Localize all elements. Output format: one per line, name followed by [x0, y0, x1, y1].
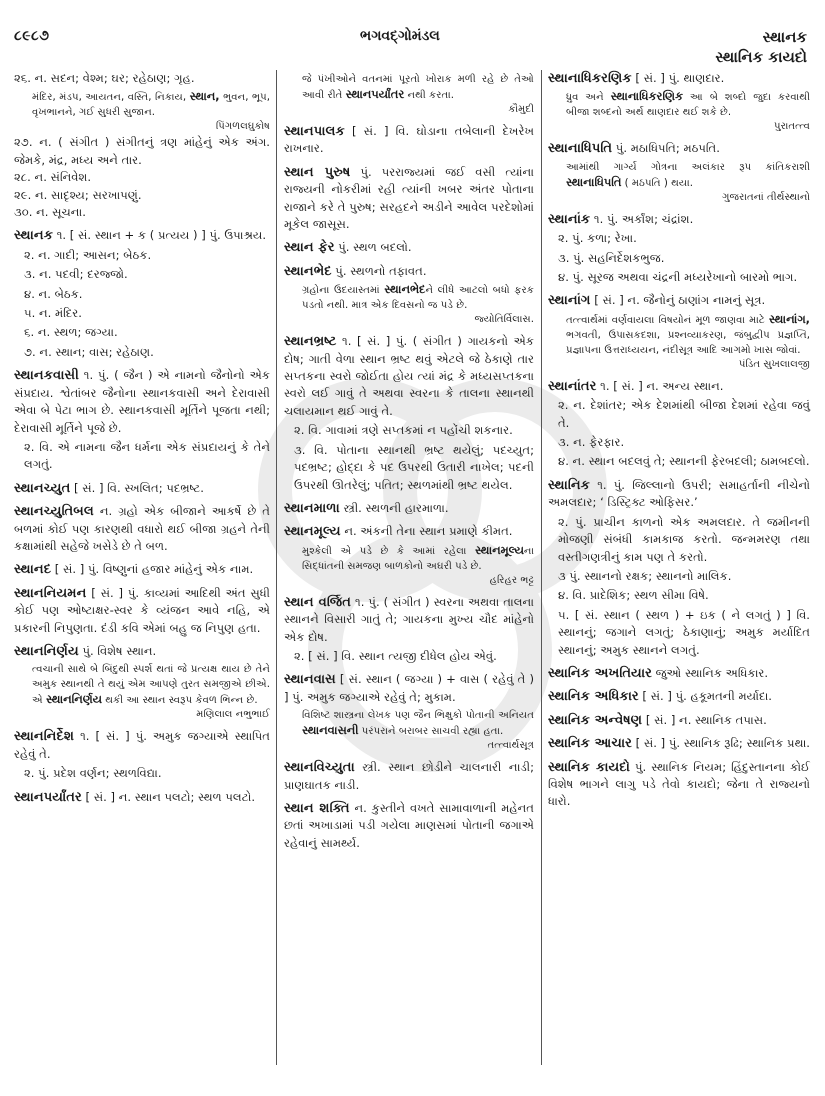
sense: ૩. ન. ફેરફાર. [558, 435, 625, 450]
entry-continuation [284, 72, 534, 117]
citation-source: જ્યોતિર્વિલાસ. [474, 314, 534, 326]
sense: ૩. વિ. પોતાના સ્થાનથી ભ્રષ્ટ થયેલું; પદચ્યુત; પદભ્રષ્ટ; હોદ્દા કે પદ ઉપરથી ઉતારી નાખેલ; પદની ઉપરથી ઊતરેલું; પતિત; સ્થળમાંથી ભ્રષ્ટ થયેલ. [294, 442, 534, 492]
sense: ૪. ન. સ્થાન બદલવું તે; સ્થાનની ફેરબદલી; ઠામબદલો. [558, 454, 810, 469]
entry-sthanvarjit: સ્થાન વર્જિત ૧. પું. ( સંગીત ) સ્વરના અથવા તાલના સ્થાનને વિસારી ગાતું તે; ગાયકના મુખ્ય ચૌદ માંહેનો એક દોષ. ૨. [ સં. ] વિ. સ્થાન ત્યજી દીધેલ હોય એવું. [284, 594, 534, 666]
headword: સ્થાનભ્રષ્ટ [284, 334, 337, 350]
sense: ૨. પું. પ્રદેશ વર્ણન; સ્થળવિદ્યા. [24, 766, 162, 781]
entry-sthanvichyuta: સ્થાનવિચ્યુતા સ્ત્રી. સ્થાન છોડીને ચાલનારી નાડી; પ્રાણઘાતક નાડી. [284, 760, 534, 792]
headword: સ્થાન શક્તિ [284, 800, 350, 816]
page-header [0, 0, 825, 66]
citation-source: તત્ત્વાર્થસૂત્ર [487, 740, 534, 752]
entry-sthanik-achar: સ્થાનિક આચાર [ સં. ] પું. સ્થાનિક રૂઢિ; સ્થાનિક પ્રથા. [548, 736, 810, 752]
sense: ૬. ન. સ્થળ; જગ્યા. [24, 325, 118, 340]
entry-sthanadhipati: સ્થાનાધિપતિ પું. મઠાધિપતિ; મઠપતિ. આમાંથી ગાર્ગ્ય ગોત્રના અલંકાર રૂપ કાંતિકરાશી સ્થાનાધિપતિ ( મઠપતિ ) થયા. ગુજરાતનાં તીર્થસ્થાનો [548, 141, 810, 203]
headword: સ્થાનક [14, 228, 54, 244]
sense: ૨૭. ન. ( સંગીત ) સંગીતનું ત્રણ માંહેનું એક અંગ. જેમકે, મંદ્ર, મધ્ય અને તાર. [14, 135, 270, 167]
headword: સ્થાનવિચ્યુતા [284, 760, 355, 776]
citation: મંદિર, મંડપ, આયતન, વસ્તિ, નિકાય, સ્થાન, ભુવન, ભૂપ, વૃખભાનને, ગઈ સુધરી સુજાન. [32, 89, 270, 119]
citation-source: હરિહર ભટ્ટ [489, 574, 534, 586]
citation-source: પંડિત સુખલાલજી [738, 358, 810, 370]
sense: ૨. ન. દેશાંતર; એક દેશમાંથી બીજા દેશમાં રહેવા જવું તે. [558, 398, 810, 430]
sense: ૫. [ સં. સ્થાન ( સ્થળ ) + ઇક ( ને લગતું ) ] વિ. સ્થાનનું; જગાને લગતું; ઠેકાણાનું; અમુક મર્યાદિત સ્થાનનું; અમુક સ્થાનને લગતું. [558, 607, 810, 657]
entry-sthanadhikaranik: સ્થાનાધિકરણિક [ સં. ] પું. થાણદાર. ધ્રુવ અને સ્થાનાધિકરણિક આ બે શબ્દો જુદા કરવાથી બીજા શબ્દનો અર્થ થાણદાર થઈ શકે છે. પુરાતત્ત્વ [548, 71, 810, 133]
column-divider [541, 70, 542, 1065]
entry-sthanank: સ્થાનાંક ૧. પું. અર્કાંશ; ચંદ્રાંશ. ૨. પું. કળા; રેખા. ૩. પું. સહનિર્દેશકભુજ. ૪. પું. સૂરજ અથવા ચંદ્રની મધ્યરેખાનો બારમો ભાગ. [548, 211, 810, 287]
citation: આમાંથી ગાર્ગ્ય ગોત્રના અલંકાર રૂપ કાંતિકરાશી સ્થાનાધિપતિ ( મઠપતિ ) થયા. [566, 161, 810, 189]
headword: સ્થાનદ [14, 562, 52, 578]
entry-sthanbhrasht: સ્થાનભ્રષ્ટ ૧. [ સં. ] પું. ( સંગીત ) ગાયકનો એક દોષ; ગાતી વેળા સ્થાન ભ્રષ્ટ થવું એટલે જે ઠેકાણે તાર સપ્તકના સ્વરો જોઈતા હોય ત્યાં મંદ્ર કે મધ્યસપ્તકના સ્વરો લઈ ગાવું તે અથવા સ્વરના કે તાલના સ્થાનથી ચલાયમાન થઈ ગાવું તે. ૨. વિ. ગાવામાં ત્રણે સપ્તકમાં ન પહોંચી શકનાર. ૩. વિ. પોતાના સ્થાનથી ભ્રષ્ટ થયેલું; પદચ્યુત; પદભ્રષ્ટ; હોદ્દા કે પદ ઉપરથી ઉતારી નાખેલ; પદની ઉપરથી ઊતરેલું; પતિત; સ્થળમાંથી ભ્રષ્ટ થયેલ. [284, 333, 534, 494]
citation: જે પંખીઓને વતનમાં પૂરતો ખોરાક મળી રહે છે તેઓ આવી રીતે સ્થાનપર્યાંતર નથી કરતા. [302, 74, 534, 101]
headword: સ્થાનભેદ [284, 263, 332, 279]
guide-word-last: સ્થાનિક કાયદો [715, 48, 807, 66]
sense: ૪. ન. બેઠક. [24, 286, 83, 301]
headword: સ્થાનપર્યાંતર [14, 789, 82, 805]
headword: સ્થાનચ્યુતિબલ [14, 504, 94, 520]
headword: સ્થાનાધિપતિ [548, 141, 613, 157]
sense: ૨. ન. ગાદી; આસન; બેઠક. [24, 247, 152, 262]
headword: સ્થાનચ્યુત [14, 480, 71, 496]
entry-sthanpurush: સ્થાન પુરુષ પું. પરરાજ્યમાં જઈ વસી ત્યાંના રાજ્યની નોકરીમાં રહી ત્યાંની ખબર અંતર પોતાના રાજાને કરે તે પુરુષ; સરહદને અડીને આવેલ પરદેશોમાં મૂકેલ જાસૂસ. [284, 164, 535, 232]
entry-sthanik-kayado: સ્થાનિક કાયદો પું. સ્થાનિક નિયમ; હિંદુસ્તાનના કોઈ વિશેષ ભાગને લાગુ પડે તેવો કાયદો; જેના તે રાજ્યનો ધારો. [548, 759, 810, 809]
sense: ૩. ન. પદવી; દરજ્જો. [24, 267, 128, 282]
headword: સ્થાનનિયમન [14, 585, 87, 601]
headword: સ્થાનનિર્ણય [14, 643, 79, 659]
citation-source: પિંગળલઘુકોષ [215, 121, 270, 133]
sense: ૫. ન. મંદિર. [24, 306, 82, 321]
entry-sthanchyut: સ્થાનચ્યુત [ સં. ] વિ. સ્ખલિત; પદભ્રષ્ટ. [14, 480, 204, 496]
sense: ૩. પું. સહનિર્દેશકભુજ. [558, 250, 665, 265]
entry-continuation [14, 70, 270, 221]
headword: સ્થાન પુરુષ [284, 164, 351, 180]
headword: સ્થાનાંતર [548, 378, 597, 394]
entry-sthannirdesh: સ્થાનનિર્દેશ ૧. [ સં. ] પું. અમુક જગ્યાએ સ્થાપિત રહેવું તે. ૨. પું. પ્રદેશ વર્ણન; સ્થળવિદ્યા. [14, 728, 270, 782]
headword: સ્થાનિક અધિકાર [548, 689, 639, 705]
sense: ૨૬. ન. સદન; વેશ્મ; ઘર; રહેઠાણ; ગૃહ. [14, 71, 195, 85]
entry-sthanmulya: સ્થાનમૂલ્ય ન. અંકની તેના સ્થાન પ્રમાણે કીમત. મુશ્કેલી એ પડે છે કે આમાં રહેલા સ્થાનમૂલ્યના સિદ્ધાંતની સમજણ બાળકોનો અઘરી પડે છે. હરિહર ભટ્ટ [284, 524, 534, 586]
headword: સ્થાનમાળા [284, 500, 340, 516]
sense: ૪. વિ. પ્રાદેશિક; સ્થળ સીમા વિષે. [558, 588, 709, 603]
sense: ૨. વિ. ગાવામાં ત્રણે સપ્તકમાં ન પહોંચી શકનાર. [294, 423, 513, 438]
headword: સ્થાન ફેર [284, 240, 335, 256]
headword: સ્થાનનિર્દેશ [14, 729, 75, 745]
entry-sthanniyaman: સ્થાનનિયમન [ સં. ] પું. કાવ્યમાં આદિથી અંત સુધી કોઈ પણ ઓષ્ટાક્ષર-સ્વર કે વ્યંજન આવે નહિ, એ પ્રકારની નિપુણતા. દંડી કવિ એમાં બહુ જ નિપુણ હતા. [14, 585, 270, 635]
headword: સ્થાનિક અખતિયાર [548, 665, 652, 681]
entry-sthanantar: સ્થાનાંતર ૧. [ સં. ] ન. અન્ય સ્થાન. ૨. ન. દેશાંતર; એક દેશમાંથી બીજા દેશમાં રહેવા જવું તે. ૩. ન. ફેરફાર. ૪. ન. સ્થાન બદલવું તે; સ્થાનની ફેરબદલી; ઠામબદલો. [548, 378, 810, 471]
headword: સ્થાનાંગ [548, 293, 591, 309]
entry-sthanbhed: સ્થાનભેદ પું. સ્થળનો તફાવત. ગ્રહોના ઉદયાસ્તમાં સ્થાનભેદને લીધે આટલો બધો ફરક પડતો નથી. માત્ર એક દિવસનો જ પડે છે. જ્યોતિર્વિલાસ. [284, 263, 534, 326]
sense: ૨૮. ન. સંનિવેશ. [14, 170, 92, 185]
entry-sthanchyutibal: સ્થાનચ્યુતિબલ ન. ગ્રહો એક બીજાને આકર્ષે છે તે બળમાં કોઈ પણ કારણથી વધારો થઈ બીજા ગ્રહને તેની કક્ષામાંથી સહેજે ખસેડે છે તે બળ. [14, 504, 270, 553]
headword: સ્થાનિક અન્વેષણ [548, 712, 643, 728]
citation: મુશ્કેલી એ પડે છે કે આમાં રહેલા સ્થાનમૂલ્યના સિદ્ધાંતની સમજણ બાળકોનો અઘરી પડે છે. [302, 542, 534, 572]
entry-sthanak: સ્થાનક ૧. [ સં. સ્થાન + ક ( પ્રત્યય ) ] પું. ઉપાશ્રય. ૨. ન. ગાદી; આસન; બેઠક. ૩. ન. પદવી; દરજ્જો. ૪. ન. બેઠક. ૫. ન. મંદિર. ૬. ન. સ્થળ; જગ્યા. ૭. ન. સ્થાન; વાસ; રહેઠાણ. [14, 227, 270, 361]
headword: સ્થાનિક આચાર [548, 736, 632, 752]
citation: ગ્રહોના ઉદયાસ્તમાં સ્થાનભેદને લીધે આટલો બધો ફરક પડતો નથી. માત્ર એક દિવસનો જ પડે છે. [302, 282, 534, 312]
citation: ત્વચાની સાથે બે બિંદુથી સ્પર્શ થતાં જે પ્રત્યક્ષ થાય છે તેને અમુક સ્થાનથી તે થયું એમ આપણે તુરત સમજીએ છીએ. એ સ્થાનનિર્ણય થકી આ સ્થાન સ્વરૂપ કેવળ ભિન્ન છે. [32, 664, 270, 707]
entry-sthanpalak: સ્થાનપાલક [ સં. ] વિ. ઘોડાના તબેલાની દેખરેખ રાખનાર. [284, 124, 534, 156]
page-number: ૮૯૮૭ [14, 28, 50, 44]
sense: ૭. ન. સ્થાન; વાસ; રહેઠાણ. [24, 344, 154, 359]
citation-source: ગુજરાતનાં તીર્થસ્થાનો [722, 191, 810, 203]
entry-sthanang: સ્થાનાંગ [ સં. ] ન. જૈનોનું ઠાણાંગ નામનું સૂત્ર. તત્ત્વાર્થમાં વર્ણવાયલા વિષયોનં મૂળ જાણવા માટે સ્થાનાંગ, ભગવતી, ઉપાસકદશા, પ્રશ્નવ્યાકરણ, જંબુદ્વીપ પ્રજ્ઞપ્તિ, પ્રજ્ઞાપના ઉત્તરાધ્યયન, નંદીસૂત્ર આદિ આગમો ખાસ જોવાં. પંડિત સુખલાલજી [548, 293, 810, 370]
entry-sthanik-adhikar: સ્થાનિક અધિકાર [ સં. ] પું. હકૂમતની મર્યાદા. [548, 689, 772, 705]
guide-word-first: સ્થાનક [762, 28, 807, 46]
headword: સ્થાનમૂલ્ય [284, 524, 341, 540]
sense: ૩૦. ન. સૂચના. [14, 205, 86, 220]
sense: ૪. પું. સૂરજ અથવા ચંદ્રની મધ્યરેખાનો બારમો ભાગ. [558, 270, 798, 285]
entry-sthanad: સ્થાનદ [ સં. ] પું. વિષ્ણુનાં હજાર માંહેનું એક નામ. [14, 562, 254, 578]
column-right [548, 70, 810, 817]
headword: સ્થાનાધિકરણિક [548, 71, 632, 86]
citation-source: કૌમુદી [508, 104, 534, 115]
entry-sthannirnay: સ્થાનનિર્ણય પું. વિશેષ સ્થાન. ત્વચાની સાથે બે બિંદુથી સ્પર્શ થતાં જે પ્રત્યક્ષ થાય છે તેને અમુક સ્થાનથી તે થયું એમ આપણે તુરત સમજીએ છીએ. એ સ્થાનનિર્ણય થકી આ સ્થાન સ્વરૂપ કેવળ ભિન્ન છે. મણિલાલ નભુભાઈ [14, 643, 270, 721]
entry-sthanparyantar: સ્થાનપર્યાંતર [ સં. ] ન. સ્થાન પલટો; સ્થળ પલટો. [14, 789, 256, 805]
headword: સ્થાનવાસ [284, 672, 336, 688]
headword: સ્થાનિક કાયદો [548, 759, 630, 775]
citation: ધ્રુવ અને સ્થાનાધિકરણિક આ બે શબ્દો જુદા કરવાથી બીજા શબ્દનો અર્થ થાણદાર થઈ શકે છે. [566, 89, 810, 119]
entry-sthanik-akhtiyar [548, 665, 810, 682]
column-middle [284, 70, 534, 858]
sense: ૨. વિ. એ નામના જૈન ધર્મના એક સંપ્રદાયનું કે તેને લગતું. [24, 439, 270, 472]
column-left [14, 70, 270, 812]
sense: ૨. પું. કળા; રેખા. [558, 231, 637, 246]
headword: સ્થાનકવાસી [14, 368, 79, 384]
entry-sthanakvasi: સ્થાનકવાસી ૧. પું. ( જૈન ) એ નામનો જૈનોનો એક સંપ્રદાય. શ્વેતાંબર જૈનોના સ્થાનકવાસી અને દેરાવાસી એવા બે પેટા ભાગ છે. સ્થાનકવાસી મૂર્તિને પૂજતા નથી; દેરાવાસી મૂર્તિને પૂજે છે. ૨. વિ. એ નામના જૈન ધર્મના એક સંપ્રદાયનું કે તેને લગતું. [14, 367, 270, 473]
citation-source: પુરાતત્ત્વ [774, 121, 810, 133]
entry-sthanshakti: સ્થાન શક્તિ ન. કુસ્તીને વખતે સામાવાળાની મહેનત છતાં અખાડામાં પડી ગયેલા માણસમાં પોતાની જગાએ રહેવાનું સામર્થ્ય. [284, 800, 534, 850]
book-title: ભગવદ્ગોમંડલ [360, 28, 440, 44]
citation: વિશિષ્ટ શાસ્ત્રના લેખક પણ જૈન ભિક્ષુકો પોતાની અનિયત સ્થાનવાસની પરંપરાને બરાબર સાચવી રહ્યા હતા. [302, 710, 534, 738]
headword: સ્થાનાંક [548, 211, 591, 227]
entry-sthanmala: સ્થાનમાળા સ્ત્રી. સ્થળની હારમાળા. [284, 500, 449, 516]
cross-reference: જુઓ સ્થાનિક અધિકાર. [651, 665, 769, 680]
sense: ૨૯. ન. સાદૃશ્ય; સરખાપણું. [14, 187, 142, 202]
entry-sthanvas: સ્થાનવાસ [ સં. સ્થાન ( જગ્યા ) + વાસ ( રહેવું તે ) ] પું. અમુક જગ્યાએ રહેવું તે; મુકામ. વિશિષ્ટ શાસ્ત્રના લેખક પણ જૈન ભિક્ષુકો પોતાની અનિયત સ્થાનવાસની પરંપરાને બરાબર સાચવી રહ્યા હતા. તત્ત્વાર્થસૂત્ર [284, 672, 534, 752]
headword: સ્થાન વર્જિત [284, 594, 352, 610]
citation: તત્ત્વાર્થમાં વર્ણવાયલા વિષયોનં મૂળ જાણવા માટે સ્થાનાંગ, ભગવતી, ઉપાસકદશા, પ્રશ્નવ્યાકરણ, જંબુદ્વીપ પ્રજ્ઞપ્તિ, પ્રજ્ઞાપના ઉત્તરાધ્યયન, નંદીસૂત્ર આદિ આગમો ખાસ જોવાં. [566, 311, 810, 356]
headword: સ્થાનિક [548, 477, 590, 493]
entry-sthanik-anveshan: સ્થાનિક અન્વેષણ [ સં. ] ન. સ્થાનિક તપાસ. [548, 712, 767, 728]
column-divider [276, 70, 277, 1065]
sense: ૩ પું. સ્થાનનો રક્ષક; સ્થાનનો માલિક. [558, 568, 732, 583]
sense: ૨. [ સં. ] વિ. સ્થાન ત્યજી દીધેલ હોય એવું. [294, 648, 497, 663]
entry-sthanfer: સ્થાન ફેર પું. સ્થળ બદલો. [284, 240, 412, 256]
entry-sthanik: સ્થાનિક ૧. પું. જિલ્લાનો ઉપરી; સમાહર્તાની નીચેનો અમલદાર; ‘ ડિસ્ટ્રિક્ટ ઓફિસર.’ ૨. પું. પ્રાચીન કાળનો એક અમલદાર. તે જમીનની મોજણી સંબંધી કામકાજ કરતો. જન્મમરણ તથા વસ્તીગણત્રીનું કામ પણ તે કરતો. ૩ પું. સ્થાનનો રક્ષક; સ્થાનનો માલિક. ૪. વિ. પ્રાદેશિક; સ્થળ સીમા વિષે. ૫. [ સં. સ્થાન ( સ્થળ ) + ઇક ( ને લગતું ) ] વિ. સ્થાનનું; જગાને લગતું; ઠેકાણાનું; અમુક મર્યાદિત સ્થાનનું; અમુક સ્થાનને લગતું. [548, 477, 810, 659]
citation-source: મણિલાલ નભુભાઈ [196, 709, 270, 721]
headword: સ્થાનપાલક [284, 124, 345, 139]
sense: ૨. પું. પ્રાચીન કાળનો એક અમલદાર. તે જમીનની મોજણી સંબંધી કામકાજ કરતો. જન્મમરણ તથા વસ્તીગણત્રીનું કામ પણ તે કરતો. [558, 514, 810, 564]
